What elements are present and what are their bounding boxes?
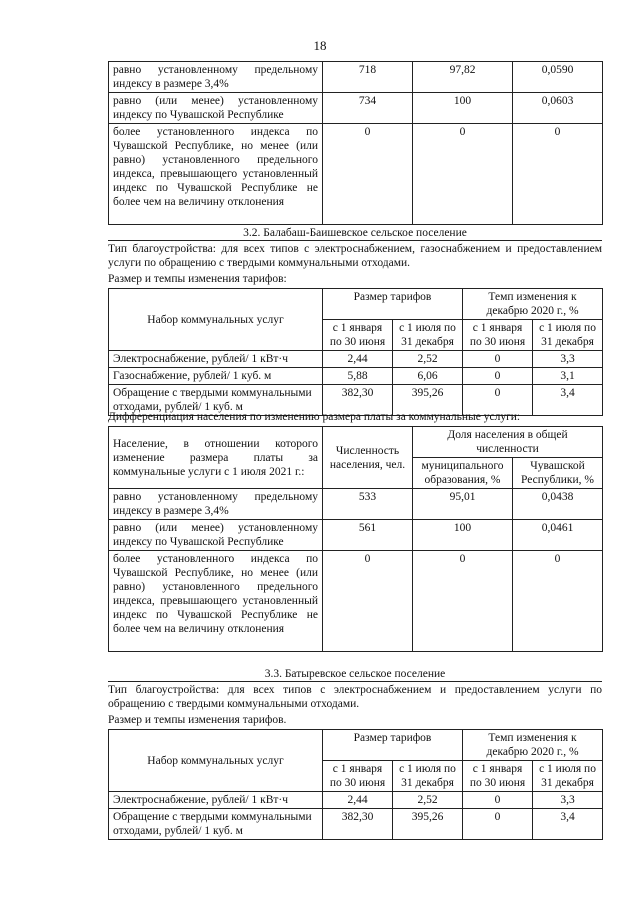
row-label: равно установленному предельному индексу в размере 3,4%	[109, 62, 323, 93]
tariff-table-3-2	[108, 288, 603, 416]
differentiation-caption-3-2: Дифференциация населения по изменению размера платы за коммунальные услуги:	[108, 411, 521, 423]
population-count: 0	[323, 551, 413, 652]
population-share-header: Доля населения в общей численности	[413, 427, 603, 458]
republic-share: 0,0603	[513, 93, 603, 124]
municipal-share: 100	[413, 93, 513, 124]
rate-jan: 0	[463, 385, 533, 416]
rate-jan: 0	[463, 792, 533, 809]
municipal-share: 95,01	[413, 489, 513, 520]
population-header: Население, в отношении которого изменение размера платы за коммунальные услуги с 1 июля 2021 г.:	[109, 427, 323, 489]
municipal-share: 0	[413, 551, 513, 652]
period-jan-header: с 1 января по 30 июня	[323, 320, 393, 351]
table-row	[109, 551, 603, 652]
improvement-type-3-2: Тип благоустройства: для всех типов с электроснабжением, газоснабжением и предоставлением услуги по обращению с твердыми коммунальными отходами.	[108, 243, 602, 269]
service-name: Обращение с твердыми коммунальными отходами, рублей/ 1 куб. м	[109, 809, 323, 840]
tariff-jul: 2,52	[393, 351, 463, 368]
republic-share-header: Чувашской Республики, %	[513, 458, 603, 489]
rate-jul: 3,4	[533, 809, 603, 840]
rate-jul-header: с 1 июля по 31 декабря	[533, 761, 603, 792]
row-label: более установленного индекса по Чувашской Республике, но менее (или равно) установленного предельного индекса, превышающего установленный индекс по Чувашской Республике не более чем на величину отклонения	[109, 551, 323, 652]
tariff-jan: 2,44	[323, 351, 393, 368]
rate-jan: 0	[463, 809, 533, 840]
republic-share: 0,0590	[513, 62, 603, 93]
population-count: 718	[323, 62, 413, 93]
rate-jul-header: с 1 июля по 31 декабря	[533, 320, 603, 351]
differentiation-table-3-2	[108, 426, 603, 652]
period-jul-header: с 1 июля по 31 декабря	[393, 761, 463, 792]
republic-share: 0	[513, 124, 603, 225]
table-row	[109, 792, 603, 809]
municipal-share-header: муниципального образования, %	[413, 458, 513, 489]
rate-jul: 3,1	[533, 368, 603, 385]
rate-jan: 0	[463, 351, 533, 368]
service-name: Газоснабжение, рублей/ 1 куб. м	[109, 368, 323, 385]
change-rate-header: Темп изменения к декабрю 2020 г., %	[463, 730, 603, 761]
municipal-share: 100	[413, 520, 513, 551]
rate-jan-header: с 1 января по 30 июня	[463, 761, 533, 792]
table-row	[109, 62, 603, 93]
services-header: Набор коммунальных услуг	[109, 289, 323, 351]
services-header: Набор коммунальных услуг	[109, 730, 323, 792]
tariff-size-header: Размер тарифов	[323, 289, 463, 320]
row-label: равно установленному предельному индексу в размере 3,4%	[109, 489, 323, 520]
change-rate-header: Темп изменения к декабрю 2020 г., %	[463, 289, 603, 320]
row-label: равно (или менее) установленному индексу по Чувашской Республике	[109, 93, 323, 124]
tariff-jul: 395,26	[393, 809, 463, 840]
section-title-3-3: 3.3. Батыревское сельское поселение	[108, 667, 602, 682]
page-number: 18	[313, 38, 327, 53]
rate-jan-header: с 1 января по 30 июня	[463, 320, 533, 351]
tariff-jan: 382,30	[323, 385, 393, 416]
table-row	[109, 809, 603, 840]
table-row	[109, 124, 603, 225]
tariff-table-3-3	[108, 729, 603, 840]
population-count: 0	[323, 124, 413, 225]
population-count: 734	[323, 93, 413, 124]
improvement-type-3-3: Тип благоустройства: для всех типов с электроснабжением и предоставлением услуги по обращению с твердыми коммунальными отходами.	[108, 684, 602, 710]
tariff-jan: 5,88	[323, 368, 393, 385]
tariff-jan: 382,30	[323, 809, 393, 840]
period-jan-header: с 1 января по 30 июня	[323, 761, 393, 792]
table-header-row	[109, 730, 603, 761]
tariff-jul: 6,06	[393, 368, 463, 385]
section-title-3-2: 3.2. Балабаш-Баишевское сельское поселение	[108, 226, 602, 241]
table-row	[109, 93, 603, 124]
row-label: равно (или менее) установленному индексу по Чувашской Республике	[109, 520, 323, 551]
tariff-caption-3-3: Размер и темпы изменения тарифов.	[108, 714, 287, 726]
rate-jul: 3,3	[533, 351, 603, 368]
table-row	[109, 351, 603, 368]
period-jul-header: с 1 июля по 31 декабря	[393, 320, 463, 351]
tariff-jan: 2,44	[323, 792, 393, 809]
republic-share: 0,0438	[513, 489, 603, 520]
population-count: 561	[323, 520, 413, 551]
population-count-header: Численность населения, чел.	[323, 427, 413, 489]
row-label: более установленного индекса по Чувашской Республике, но менее (или равно) установленного предельного индекса, превышающего установленный индекс по Чувашской Республике не более чем на величину отклонения	[109, 124, 323, 225]
tariff-size-header: Размер тарифов	[323, 730, 463, 761]
tariff-caption-3-2: Размер и темпы изменения тарифов:	[108, 273, 287, 285]
service-name: Электроснабжение, рублей/ 1 кВт·ч	[109, 792, 323, 809]
table-header-row	[109, 427, 603, 458]
rate-jul: 3,3	[533, 792, 603, 809]
rate-jul: 3,4	[533, 385, 603, 416]
table-header-row	[109, 289, 603, 320]
republic-share: 0,0461	[513, 520, 603, 551]
service-name: Электроснабжение, рублей/ 1 кВт·ч	[109, 351, 323, 368]
republic-share: 0	[513, 551, 603, 652]
rate-jan: 0	[463, 368, 533, 385]
service-name: Обращение с твердыми коммунальными отходами, рублей/ 1 куб. м	[109, 385, 323, 416]
table-row	[109, 368, 603, 385]
tariff-jul: 2,52	[393, 792, 463, 809]
table-row	[109, 489, 603, 520]
municipal-share: 97,82	[413, 62, 513, 93]
top-population-table	[108, 61, 603, 225]
tariff-jul: 395,26	[393, 385, 463, 416]
municipal-share: 0	[413, 124, 513, 225]
table-row	[109, 520, 603, 551]
population-count: 533	[323, 489, 413, 520]
